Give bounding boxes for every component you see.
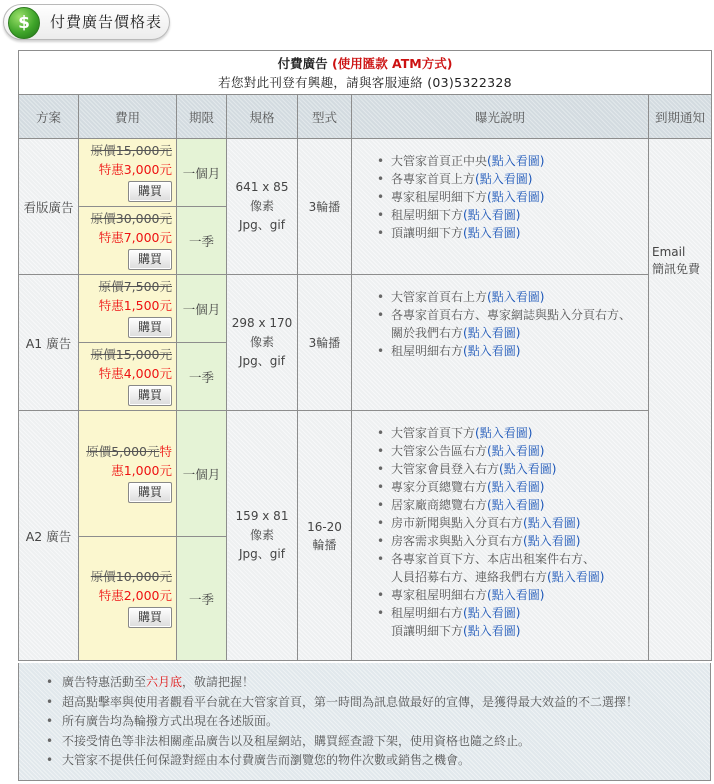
plan-name: A1 廣告: [19, 275, 79, 411]
plan-name: A2 廣告: [19, 411, 79, 661]
exposure-item: [377, 568, 648, 586]
footer-note: [62, 673, 710, 693]
exposure-item: [377, 152, 648, 170]
exposure-item: [377, 188, 648, 206]
view-image-link[interactable]: (點入看圖): [499, 462, 557, 476]
footer-note: [62, 751, 710, 771]
exposure-location: 大管家首頁正中央: [391, 154, 488, 168]
period-cell: 一季: [177, 537, 227, 661]
exposure-location: 租屋明細右方: [391, 606, 464, 620]
pricing-table: [18, 50, 712, 661]
original-price: 原價15,000元: [90, 143, 172, 158]
exposure-cell: [352, 275, 649, 411]
view-image-link[interactable]: (點入看圖): [475, 172, 533, 186]
original-price: 原價5,000元: [86, 444, 160, 459]
footer-note: [62, 693, 710, 713]
exposure-cell: [352, 411, 649, 661]
exposure-location: 大管家公告區右方: [391, 444, 488, 458]
exposure-item: [377, 532, 648, 550]
exposure-location: 房市新聞與點入分頁右方: [391, 516, 524, 530]
exposure-location: 人員招募右方、連絡我們右方: [391, 570, 548, 584]
title-payment: (使用匯款 ATM方式): [331, 55, 453, 71]
page-title: 付費廣告價格表: [50, 13, 163, 31]
col-header-spec: 規格: [227, 95, 298, 139]
period-cell: 一季: [177, 343, 227, 411]
view-image-link[interactable]: (點入看圖): [463, 226, 521, 240]
exposure-item: [377, 424, 648, 442]
fee-cell: [79, 343, 177, 411]
exposure-item: [377, 442, 648, 460]
view-image-link[interactable]: (點入看圖): [463, 326, 521, 340]
fee-cell: [79, 411, 177, 537]
view-image-link[interactable]: (點入看圖): [463, 606, 521, 620]
view-image-link[interactable]: (點入看圖): [487, 444, 545, 458]
sale-price: 特惠1,500元: [98, 298, 172, 313]
exposure-item: [377, 170, 648, 188]
footer-list: [19, 663, 710, 771]
buy-button[interactable]: 購買: [128, 181, 172, 202]
view-image-link[interactable]: (點入看圖): [547, 570, 605, 584]
sale-price: 特惠7,000元: [98, 230, 172, 245]
spec-cell: [227, 139, 298, 275]
spec-format: Jpg、gif: [239, 354, 285, 368]
spec-cell: [227, 275, 298, 411]
exposure-item: [377, 586, 648, 604]
view-image-link[interactable]: (點入看圖): [487, 190, 545, 204]
period-cell: 一個月: [177, 411, 227, 537]
spec-unit: 像素: [249, 335, 274, 349]
sale-price: 特惠2,000元: [98, 588, 172, 603]
buy-button[interactable]: 購買: [128, 317, 172, 338]
col-header-exposure: 曝光說明: [352, 95, 649, 139]
view-image-link[interactable]: (點入看圖): [487, 498, 545, 512]
view-image-link[interactable]: (點入看圖): [487, 480, 545, 494]
spec-unit: 像素: [249, 199, 274, 213]
view-image-link[interactable]: (點入看圖): [523, 516, 581, 530]
exposure-item: [377, 324, 648, 342]
exposure-item: [377, 550, 648, 568]
sale-price: 特惠4,000元: [98, 366, 172, 381]
col-header-type: 型式: [298, 95, 352, 139]
exposure-item: [377, 342, 648, 360]
exposure-location: 大管家首頁右上方: [391, 290, 488, 304]
view-image-link[interactable]: (點入看圖): [523, 534, 581, 548]
exposure-location: 大管家會員登入右方: [391, 462, 500, 476]
period-cell: 一季: [177, 207, 227, 275]
spec-format: Jpg、gif: [239, 218, 285, 232]
view-image-link[interactable]: (點入看圖): [487, 290, 545, 304]
exposure-location: 各專家首頁下方、本店出租案件右方、: [391, 552, 596, 566]
note-text: 不接受情色等非法相關產品廣告以及租屋網站，購買經查證下架，使用資格也隨之終止。: [62, 733, 531, 748]
title-contact: 若您對此刊登有興趣，請與客服連絡 (03)5322328: [218, 74, 512, 90]
type-cell: [298, 275, 352, 411]
type-text: 3輪播: [308, 335, 341, 350]
exposure-location: 各專家首頁上方: [391, 172, 476, 186]
exposure-location: 專家分頁總覽右方: [391, 480, 488, 494]
note-highlight: 六月底: [146, 675, 183, 689]
exposure-item: [377, 224, 648, 242]
sale-price: 特惠3,000元: [98, 162, 172, 177]
original-price: 原價30,000元: [90, 211, 172, 226]
note-text: 超高點擊率與使用者觀看平台就在大管家首頁，第一時間為訊息做最好的宣傳，是獲得最大效益的不二選擇！: [62, 694, 639, 709]
buy-button[interactable]: 購買: [128, 607, 172, 628]
exposure-cell: [352, 139, 649, 275]
col-header-expiry: 到期通知: [649, 95, 712, 139]
exposure-location: 租屋明細下方: [391, 208, 464, 222]
exposure-location: 專家租屋明細右方: [391, 588, 488, 602]
original-price: 原價10,000元: [90, 569, 172, 584]
spec-size: 159 x 81: [235, 509, 289, 523]
view-image-link[interactable]: (點入看圖): [463, 624, 521, 638]
table-title: [19, 51, 712, 95]
type-cell: [298, 411, 352, 661]
exposure-item: [377, 496, 648, 514]
exposure-list: [377, 424, 648, 640]
exposure-item: [377, 306, 648, 324]
type-text: 16-20: [307, 519, 342, 534]
type-cell: [298, 139, 352, 275]
col-header-period: 期限: [177, 95, 227, 139]
spec-size: 298 x 170: [231, 316, 293, 330]
exposure-item: [377, 514, 648, 532]
exposure-item: [377, 288, 648, 306]
exposure-location: 居家廠商總覽右方: [391, 498, 488, 512]
buy-button[interactable]: 購買: [128, 482, 172, 503]
exposure-location: 大管家首頁下方: [391, 426, 476, 440]
sale-price: 特惠1,000元: [111, 444, 172, 478]
view-image-link[interactable]: (點入看圖): [487, 588, 545, 602]
exposure-location: 專家租屋明細下方: [391, 190, 488, 204]
note-text: 所有廣告均為輪撥方式出現在各述版面。: [62, 714, 279, 728]
exposure-location: 關於我們右方: [391, 326, 464, 340]
original-price: 原價7,500元: [98, 279, 172, 294]
exposure-item: [377, 206, 648, 224]
view-image-link[interactable]: (點入看圖): [463, 344, 521, 358]
exposure-item: [377, 478, 648, 496]
footer-notes: [18, 663, 711, 781]
pricing-table-frame: [18, 50, 711, 661]
original-price: 原價15,000元: [90, 347, 172, 362]
plan-name: 看版廣告: [19, 139, 79, 275]
dollar-coin-icon: $: [8, 7, 40, 39]
type-text: 輪播: [312, 537, 337, 552]
exposure-item: [377, 622, 648, 640]
spec-unit: 像素: [249, 528, 274, 542]
exposure-item: [377, 604, 648, 622]
exposure-location: 房客需求與點入分頁右方: [391, 534, 524, 548]
exposure-location: 各專家首頁右方、專家網誌與點入分頁右方、: [391, 308, 632, 322]
fee-cell: [79, 139, 177, 207]
note-text: ，敬請把握！: [182, 675, 255, 689]
buy-button[interactable]: 購買: [128, 385, 172, 406]
spec-size: 641 x 85: [235, 180, 289, 194]
fee-cell: [79, 207, 177, 275]
note-text: 廣告特惠活動至: [62, 675, 147, 689]
exposure-item: [377, 460, 648, 478]
spec-format: Jpg、gif: [239, 547, 285, 561]
footer-note: [62, 732, 710, 752]
exposure-location: 頂讓明細下方: [391, 226, 464, 240]
footer-note: [62, 712, 710, 732]
exposure-location: 租屋明細右方: [391, 344, 464, 358]
buy-button[interactable]: 購買: [128, 249, 172, 270]
note-text: 大管家不提供任何保證對經由本付費廣告而瀏覽您的物件次數或銷售之機會。: [62, 753, 471, 767]
exposure-list: [377, 152, 648, 242]
fee-cell: [79, 275, 177, 343]
type-text: 3輪播: [308, 199, 341, 214]
exposure-location: 頂讓明細下方: [391, 624, 464, 638]
col-header-fee: 費用: [79, 95, 177, 139]
notice-email: Email: [652, 245, 686, 259]
view-image-link[interactable]: (點入看圖): [463, 208, 521, 222]
page-header: [3, 4, 170, 40]
col-header-plan: 方案: [19, 95, 79, 139]
title-main: 付費廣告: [277, 55, 328, 71]
view-image-link[interactable]: (點入看圖): [487, 154, 545, 168]
notice-sms: 簡訊免費: [652, 262, 701, 276]
expiry-notice-cell: [649, 139, 712, 661]
view-image-link[interactable]: (點入看圖): [475, 426, 533, 440]
period-cell: 一個月: [177, 275, 227, 343]
fee-cell: [79, 537, 177, 661]
spec-cell: [227, 411, 298, 661]
exposure-list: [377, 288, 648, 360]
period-cell: 一個月: [177, 139, 227, 207]
